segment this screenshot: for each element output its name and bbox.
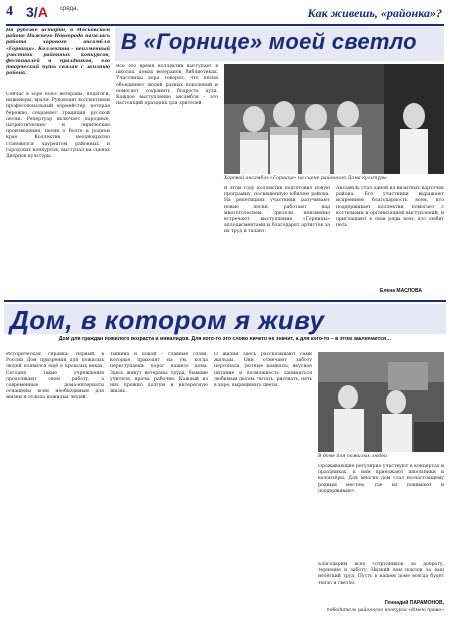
article2-column-2: Тишина и покой – главные слова, которые приходят на ум, когда переступаешь порог нашего дома. Здесь живут ветераны труда, бывшие учителя, врачи, рабочие. Каждый из них прожил долгую и интересную жизнь. (110, 352, 208, 395)
logo-accent: А (37, 4, 48, 20)
article-divider (4, 300, 446, 302)
article2-column-3: О жизни здесь рассказывают сами жильцы. Они отмечают заботу персонала, уютные комнаты, вкусное питание и возможность заниматься любимым делом: читать, рисовать, петь в хоре, выращивать цветы. (214, 352, 312, 389)
article2-column-6: Благодарим всех сотрудников за доброту, терпение и заботу. Низкий вам поклон за ваш нелёгкий труд. Пусть в нашем доме всегда будет тепло и светло. (318, 562, 444, 586)
article2-deck: Дом для граждан пожилого возраста и инвалидов. Для кого-то это слово ничего не значит, а для кого-то – в этом заключается… (58, 336, 392, 342)
article1-author: Елена МАСЛОВА (380, 288, 422, 294)
article2-headline-box (4, 304, 446, 334)
article2-column-5: Проживающие регулярно участвуют в концертах и праздниках, к ним приезжают школьники и волонтёры. Для многих дом стал по-настоящему родным местом, где их понимают и поддерживают. (318, 464, 444, 494)
article2-author: Геннадий ПАРАМОНОВ, (384, 600, 444, 606)
section-title: Как живешь, «районка»? (307, 6, 442, 20)
choir-photo-image (224, 64, 444, 174)
article1-headline: В «Горнице» моей светло (121, 29, 417, 54)
article1-photo (224, 64, 444, 174)
article1-photo-caption: Хоровой ансамбль «Горница» на сцене районного Дома культуры (224, 176, 387, 181)
article1-headline-box (115, 27, 444, 61)
newspaper-logo (26, 4, 48, 20)
logo-main: 3/ (26, 4, 38, 20)
article1-column-2: Всё это время коллектив выступает в школах, домах ветеранов, библиотеках. Участницы хора говорят, что песня объединяет людей разных поколений и помогает сохранить бодрость духа. Каждое выступление ансамбля – это настоящий праздник для зрителей. (116, 64, 218, 107)
article2-headline: Дом, в котором я живу (10, 305, 325, 335)
article1-column-3: В этом году коллектив подготовил новую программу, посвященную юбилею района. На репетициях участники разучивают новые песни, работают над многоголосием. Зрители неизменно встречают выступления «Горницы» аплодисментами и благодарят артистов за их труд и талант. (224, 186, 330, 235)
page-header (6, 4, 444, 26)
article1-column-1: Сейчас в хоре поют ветераны, педагоги, инженеры, врачи. Руководит коллективом профессиональный хормейстер, которая бережно сохраняет традиции русской песни. Репертуар включает народные, патриотические и лирические произведения, песни о Волге и родном крае. Коллектив неоднократно становился лауреатом районных и городских конкурсов, выступал на сценах Дворцов культуры. (6, 92, 110, 160)
article2-column-1: Историческая справка: первый в России Дом призрения для пожилых людей появился ещё в прошлых веках. Сегодня такие учреждения продолжают свою работу, а современные дома-интернаты оснащены всем необходимым для жизни и отдыха пожилых людей. (6, 352, 104, 401)
issue-info (60, 6, 78, 13)
article2-author-note: победитель районного конкурса «Имею право» (326, 608, 444, 613)
residents-photo-image (318, 352, 444, 452)
issue-line: среда, (60, 6, 79, 12)
article2-photo (318, 352, 444, 452)
page-number: 4 (6, 4, 13, 19)
article2-photo-caption: В доме для пожилых людей (318, 454, 388, 459)
article1-intro: На рубеже истории, в Московском районе Нижнего Новгорода началась работа хорового ансамбля «Горница». Коллектив – неизменный участник районных конкурсов, фестивалей и праздников, его творческий путь связан с жизнью района. (6, 28, 110, 77)
article1-column-4: Ансамбль стал одной из визитных карточек района. Его участники выражают искреннюю благодарность всем, кто поддерживает коллектив, помогает с костюмами и организацией выступлений, и приглашают в свои ряды всех, кто любит петь. (336, 186, 444, 229)
